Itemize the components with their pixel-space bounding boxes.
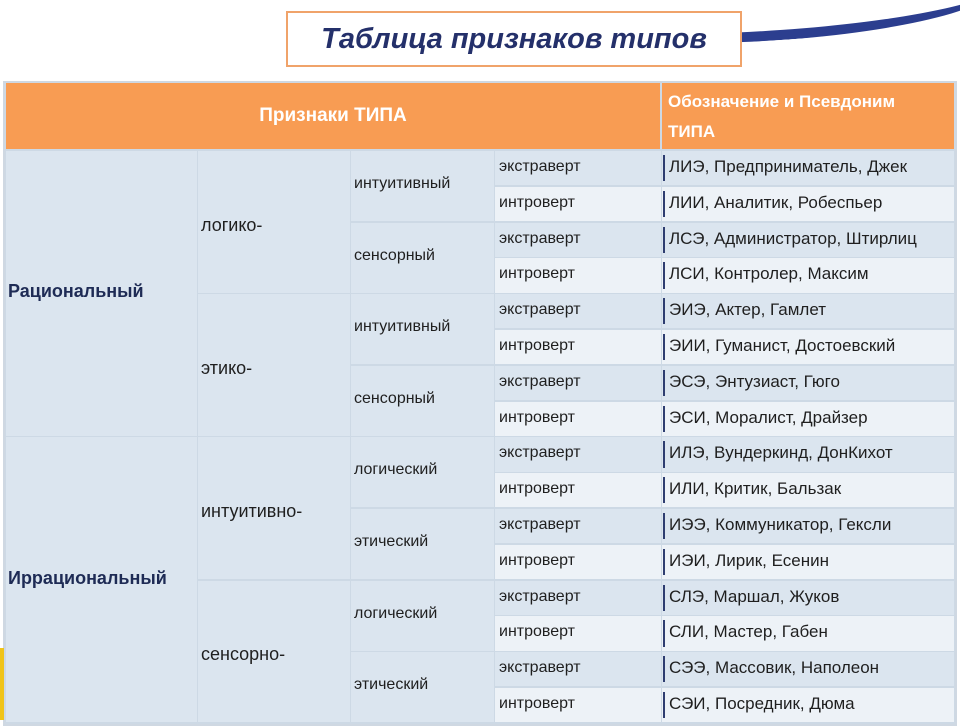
ie-label: интроверт [499, 408, 575, 426]
col3-label: сенсорный [354, 389, 435, 407]
type-label: ЭИИ, Гуманист, Достоевский [669, 336, 896, 355]
decorative-accent-bar [0, 648, 4, 720]
type-cell-left-border [663, 549, 665, 575]
col3-label: интуитивный [354, 318, 451, 336]
type-cell-left-border [663, 477, 665, 503]
col1-label: Иррациональный [8, 567, 167, 588]
header-designation-designation-line1: Обозначение и Псевдоним [668, 92, 896, 111]
ie-label: экстраверт [499, 301, 581, 319]
type-cell-left-border [663, 513, 665, 539]
title-box [286, 11, 742, 67]
col2-label: логико- [201, 214, 263, 235]
type-label: СЛИ, Мастер, Габен [669, 622, 828, 642]
ie-label: экстраверт [499, 659, 581, 677]
ie-label: интроверт [499, 480, 575, 498]
col3-label: интуитивный [354, 175, 451, 192]
type-cell-left-border [663, 620, 665, 646]
ie-label: экстраверт [499, 158, 581, 175]
ie-label: экстраверт [499, 372, 581, 390]
ie-label: интроверт [499, 337, 575, 354]
type-cell-left-border [663, 227, 665, 253]
ie-label: интроверт [499, 265, 575, 283]
col2-label: сенсорно- [201, 644, 286, 665]
header-designation-designation-line2: ТИПА [668, 122, 716, 141]
col3-label: этический [354, 676, 429, 694]
type-label: ИЭЭ, Коммуникатор, Гексли [669, 515, 892, 534]
type-cell-left-border [663, 585, 665, 611]
col3-label: логический [354, 461, 438, 479]
page-title: Таблица признаков типов [321, 22, 707, 55]
ie-label: интроверт [499, 193, 575, 211]
ie-label: экстраверт [499, 229, 581, 247]
col3-label: этический [354, 533, 429, 550]
type-cell-left-border [663, 155, 665, 181]
type-cell-left-border [663, 692, 665, 718]
ie-label: экстраверт [499, 444, 581, 462]
type-cell-left-border [663, 656, 665, 682]
type-cell-left-border [663, 406, 665, 432]
type-label: СЭЭ, Массовик, Наполеон [669, 658, 880, 678]
type-cell-left-border [663, 334, 665, 360]
type-label: ИЭИ, Лирик, Есенин [669, 550, 829, 570]
col3-label: логический [354, 604, 438, 622]
header-designation [662, 83, 954, 149]
type-label: ЛИЭ, Предприниматель, Джек [669, 157, 908, 176]
type-label: ЛСЭ, Администратор, Штирлиц [669, 228, 917, 248]
type-label: ЛИИ, Аналитик, Робеспьер [669, 192, 883, 212]
type-label: СЛЭ, Маршал, Жуков [669, 586, 840, 606]
type-cell-left-border [663, 262, 665, 288]
ie-label: интроверт [499, 695, 575, 712]
type-label: ЭСИ, Моралист, Драйзер [669, 407, 868, 427]
col2-label: интуитивно- [201, 501, 303, 522]
type-label: ЭИЭ, Актер, Гамлет [669, 300, 827, 320]
header-features [6, 83, 660, 149]
type-cell-left-border [663, 298, 665, 324]
type-cell-left-border [663, 441, 665, 467]
ie-label: интроверт [499, 551, 575, 569]
type-label: ЭСЭ, Энтузиаст, Гюго [669, 371, 840, 391]
col3-label: сенсорный [354, 246, 435, 264]
type-label: ЛСИ, Контролер, Максим [669, 264, 869, 284]
col2-label: этико- [201, 357, 253, 378]
ie-label: экстраверт [499, 516, 581, 533]
header-features-label: Признаки ТИПА [259, 105, 407, 126]
type-label: СЭИ, Посредник, Дюма [669, 694, 855, 713]
type-label: ИЛЭ, Вундеркинд, ДонКихот [669, 443, 893, 463]
ie-label: экстраверт [499, 587, 581, 605]
type-label: ИЛИ, Критик, Бальзак [669, 479, 842, 499]
type-cell-left-border [663, 191, 665, 217]
ie-label: интроверт [499, 623, 575, 641]
type-cell-left-border [663, 370, 665, 396]
col1-label: Рациональный [8, 281, 144, 302]
